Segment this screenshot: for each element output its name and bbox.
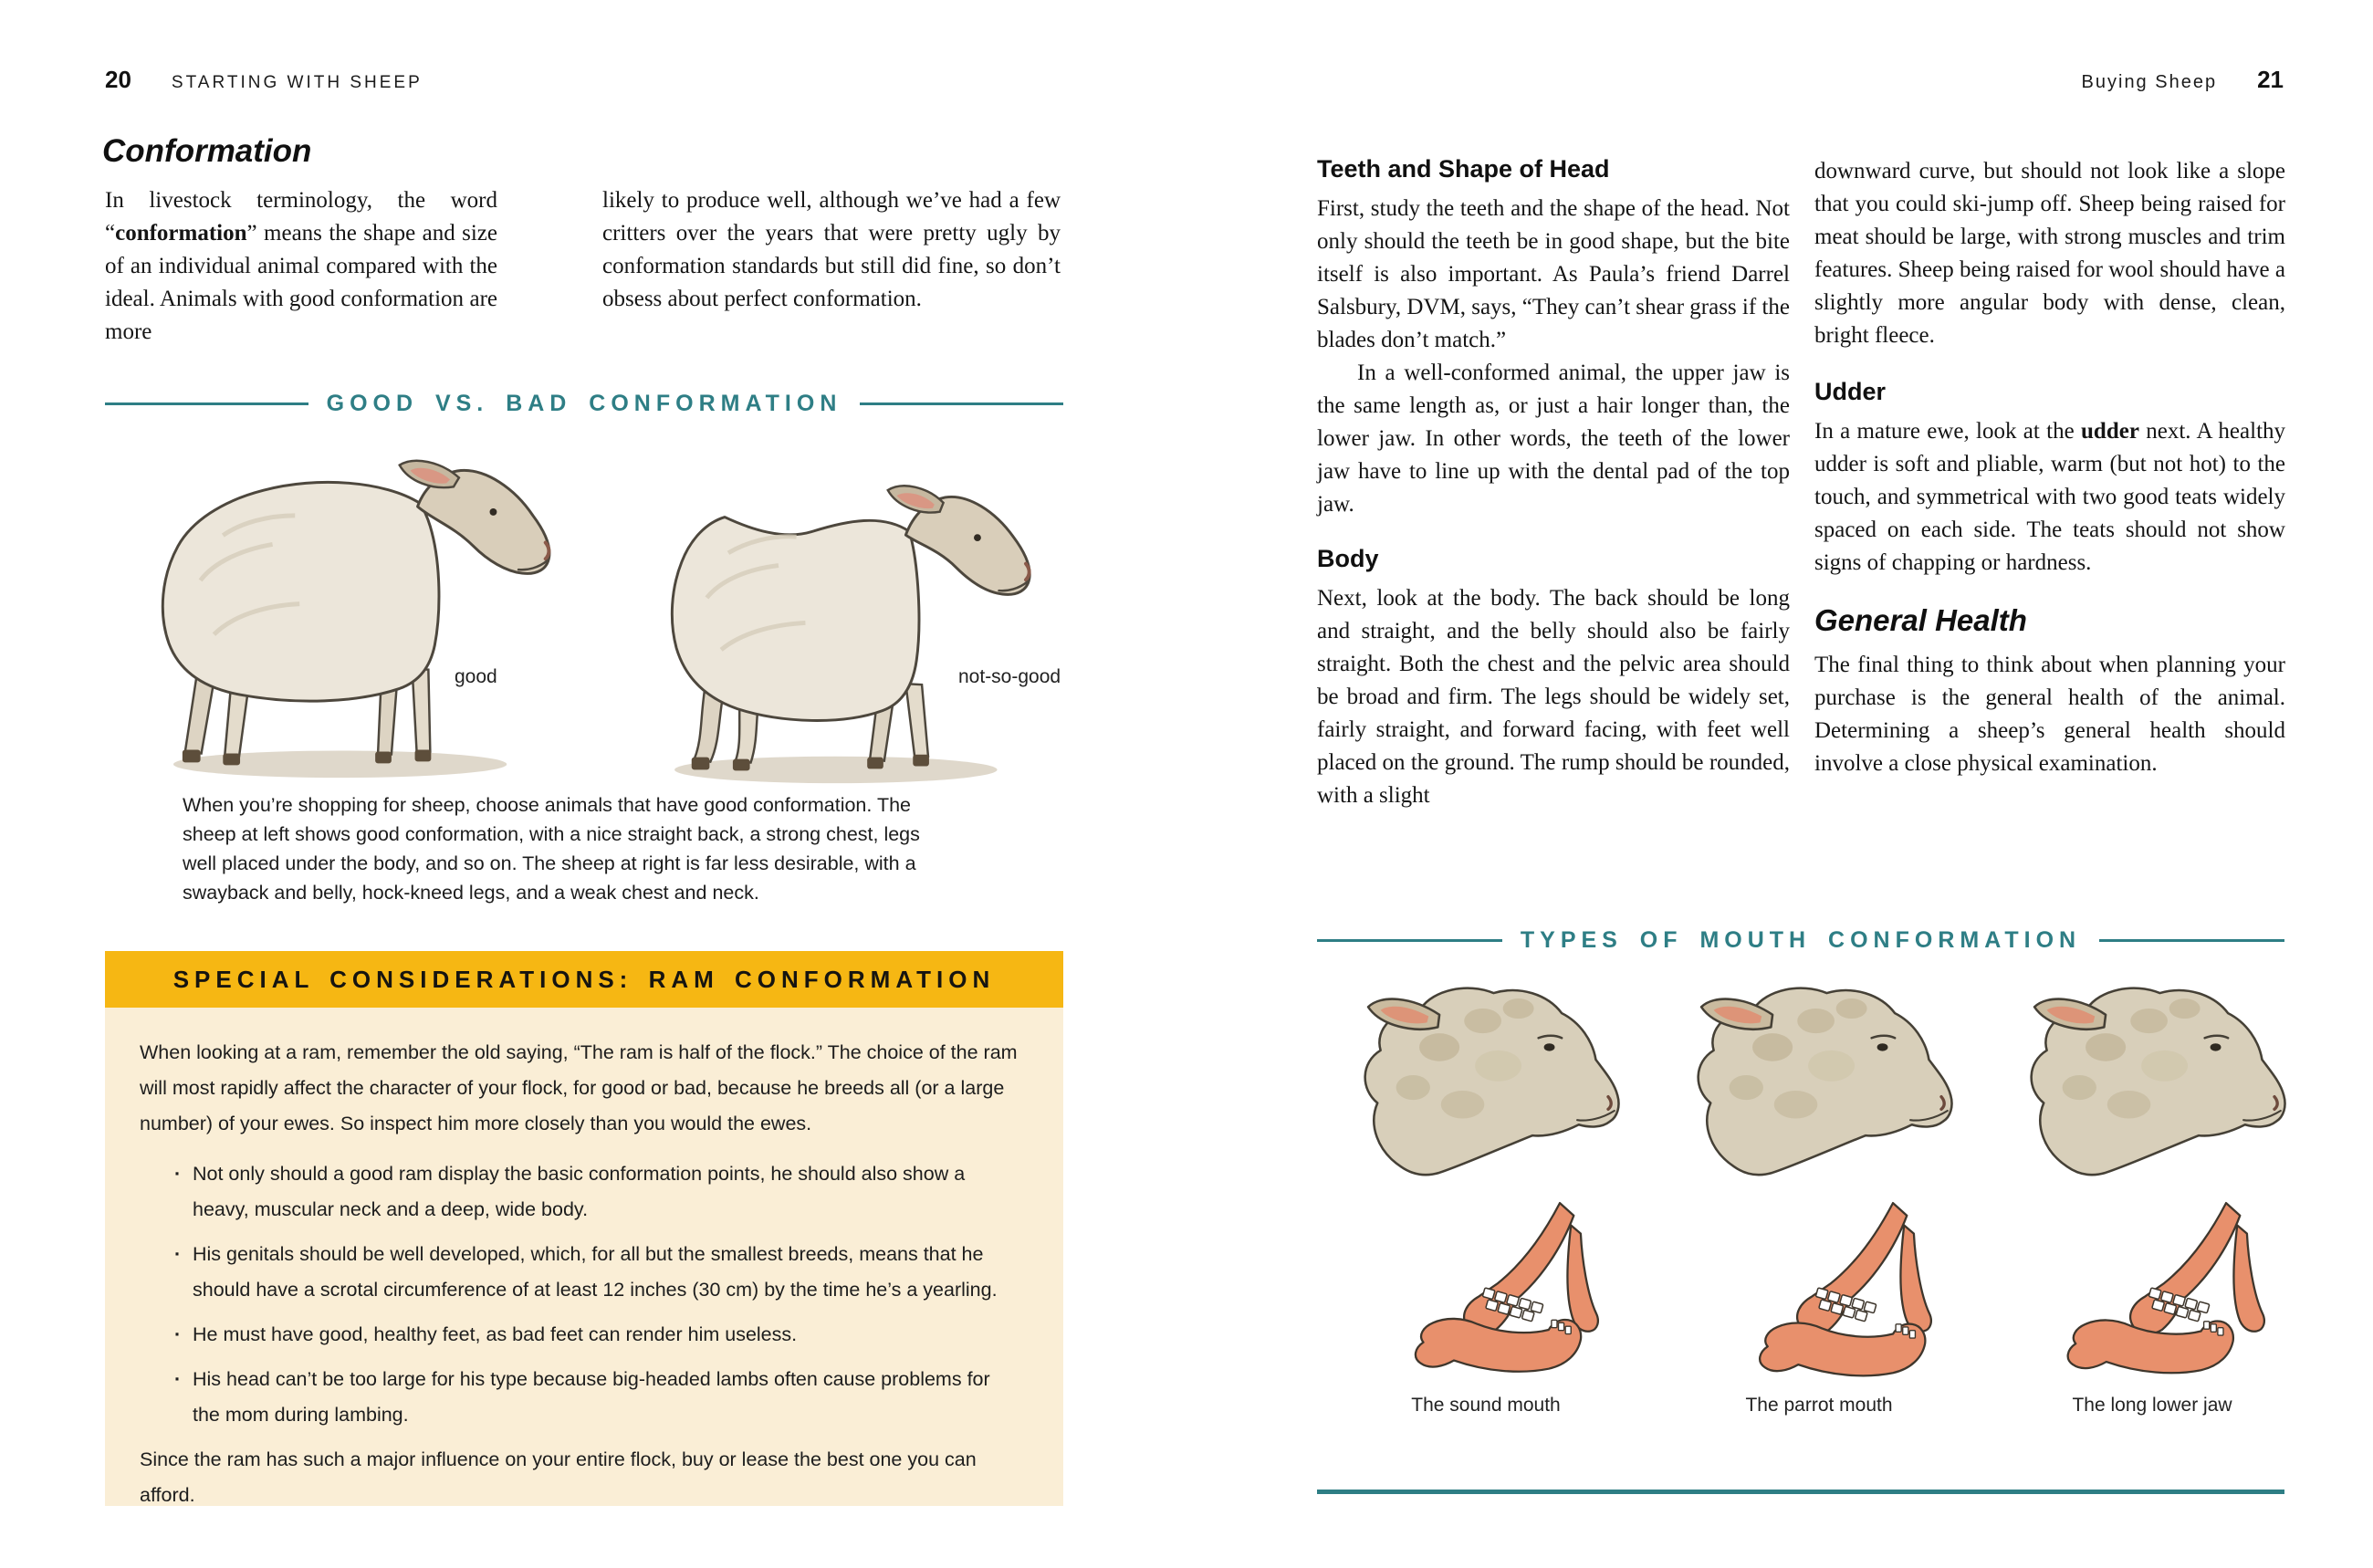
bottom-rule bbox=[1317, 1490, 2284, 1494]
label-good-sheep: good bbox=[455, 666, 497, 687]
heading-rule-left bbox=[1317, 939, 1502, 942]
body-paragraph: Next, look at the body. The back should be long and straight, and the belly should also be fairly straight. Both the chest and the pelvic area should be broad and firm. The legs should be widely set, fairly straight, and forward facing, with feet well placed on the ground. The rump should be rounded, with a slight bbox=[1317, 586, 1790, 808]
sidebar-bullet: · His genitals should be well developed, which, for all but the smallest breeds, means that he should have a scrotal circumference of at least 12 inches (30 cm) by the time he’s a yearling. bbox=[193, 1237, 1027, 1308]
right-running-head-text: Buying Sheep bbox=[2081, 72, 2218, 92]
sidebar-outro: Since the ram has such a major influence on your entire flock, buy or lease the best one you can afford. bbox=[140, 1448, 977, 1506]
label-parrot-mouth: The parrot mouth bbox=[1745, 1395, 1893, 1416]
good-sheep-illustration bbox=[114, 436, 584, 788]
figure-long-lower-jaw bbox=[1991, 973, 2313, 1416]
sidebar-title-bar bbox=[105, 951, 1063, 1008]
udder-heading: Udder bbox=[1814, 378, 1887, 405]
conformation-col2: likely to produce well, although we’ve had a few critters over the years that were pretty ugly by conformation standards but still did fine, so don’t obsess about perfect conformation. bbox=[602, 188, 1061, 311]
parrot-mouth-jaw-diagram bbox=[1724, 1197, 1950, 1385]
general-health-paragraph: The final thing to think about when planning your purchase is the general health of the animal. Determining a sheep’s general health should involve a close physical examination. bbox=[1814, 653, 2285, 776]
heading-rule-right bbox=[2099, 939, 2284, 942]
figure-sound-mouth bbox=[1325, 973, 1646, 1416]
left-page-number: 20 bbox=[105, 66, 131, 93]
teeth-paragraph-1: First, study the teeth and the shape of the head. Not only should the teeth be in good shape, but the bite itself is also important. As Paula’s friend Darrel Salsbury, DVM, says, “They can’t shear grass if the blades don’t match.” bbox=[1317, 196, 1790, 352]
udder-text-post: next. A healthy udder is soft and pliable, warm (but not hot) to the touch, and symmetrical with two good teats widely spaced on each side. The teats should not show signs of chapping or hardness. bbox=[1814, 419, 2286, 575]
sheep-head-illustration bbox=[2002, 973, 2303, 1197]
sheep-head-illustration bbox=[1668, 973, 1970, 1197]
udder-text-pre: In a mature ewe, look at the bbox=[1814, 419, 2082, 444]
mouth-heading-label: TYPES OF MOUTH CONFORMATION bbox=[1520, 927, 2082, 953]
col1-text-pre: In livestock terminology, the word “ bbox=[105, 188, 497, 246]
heading-rule-right bbox=[860, 402, 1063, 405]
bad-sheep-illustration bbox=[619, 445, 1084, 790]
sidebar-bullet-list bbox=[140, 1156, 1027, 1433]
section-title-conformation: Conformation bbox=[102, 133, 312, 169]
figure-caption: When you’re shopping for sheep, choose animals that have good conformation. The sheep at left shows good conformation, with a nice straight back, a strong chest, legs well placed under the body, and so on. The sheep at right is far less desirable, with a swayback and belly, hock-kneed legs, and a weak chest and neck. bbox=[183, 794, 920, 904]
figure-heading-mouth-types bbox=[1317, 927, 2284, 954]
figure-parrot-mouth bbox=[1658, 973, 1980, 1416]
left-running-head-text: STARTING WITH SHEEP bbox=[171, 73, 423, 92]
long-lower-jaw-diagram bbox=[2057, 1197, 2284, 1385]
udder-paragraph bbox=[1814, 415, 2285, 580]
udder-bold-term: udder bbox=[2081, 419, 2139, 444]
right-running-head bbox=[2082, 66, 2284, 94]
right-col2 bbox=[1814, 155, 2285, 780]
label-long-lower-jaw: The long lower jaw bbox=[2072, 1395, 2232, 1416]
sidebar-intro: When looking at a ram, remember the old saying, “The ram is half of the flock.” The choice of the ram will most rapidly affect the character of your flock, for good or bad, because he breeds all (or a large number) of your ewes. So inspect him more closely than you would the ewes. bbox=[140, 1041, 1018, 1134]
figure-heading-good-vs-bad bbox=[105, 391, 1063, 417]
heading-rule-left bbox=[105, 402, 308, 405]
right-page-number: 21 bbox=[2257, 66, 2284, 93]
continuation-paragraph: downward curve, but should not look like a slope that you could ski-jump off. Sheep being raised for meat should be large, with strong muscles and trim features. Sheep being raised for wool should have a slightly more angular body with dense, clean, bright fleece. bbox=[1814, 159, 2285, 348]
sidebar-bullet: · Not only should a good ram display the basic conformation points, he should also show a heavy, muscular neck and a deep, wide body. bbox=[193, 1156, 1027, 1228]
figure-heading-label: GOOD VS. BAD CONFORMATION bbox=[326, 391, 842, 416]
body-heading: Body bbox=[1317, 545, 1379, 572]
sound-mouth-jaw-diagram bbox=[1391, 1197, 1617, 1385]
right-col1 bbox=[1317, 155, 1790, 812]
sidebar-bullet: · His head can’t be too large for his type because big-headed lambs often cause problems for the mom during lambing. bbox=[193, 1362, 1027, 1433]
col1-text-post: ” means the shape and size of an individual animal compared with the ideal. Animals with good conformation are more bbox=[105, 221, 497, 344]
general-health-heading: General Health bbox=[1814, 603, 2027, 637]
sidebar-bullet: · He must have good, healthy feet, as bad feet can render him useless. bbox=[193, 1317, 1027, 1353]
teeth-heading: Teeth and Shape of Head bbox=[1317, 155, 1610, 183]
conformation-col1 bbox=[105, 184, 497, 349]
sidebar-title: SPECIAL CONSIDERATIONS: RAM CONFORMATION bbox=[172, 965, 996, 993]
label-sound-mouth: The sound mouth bbox=[1411, 1395, 1561, 1416]
col1-bold-term: conformation bbox=[115, 221, 247, 246]
left-running-head bbox=[105, 66, 423, 94]
label-bad-sheep: not-so-good bbox=[958, 666, 1061, 687]
teeth-paragraph-2: In a well-conformed animal, the upper jaw is the same length as, or just a hair longer than, the lower jaw. In other words, the teeth of the lower jaw have to line up with the dental pad of the top jaw. bbox=[1317, 361, 1790, 517]
sheep-head-illustration bbox=[1335, 973, 1636, 1197]
sidebar-body bbox=[105, 1008, 1063, 1506]
